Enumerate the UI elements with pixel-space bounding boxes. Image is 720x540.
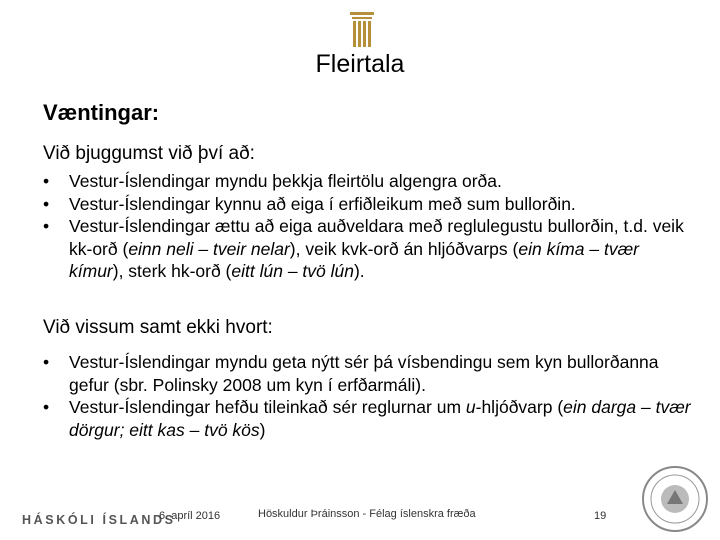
footer-date: 6. apríl 2016 bbox=[159, 510, 221, 522]
example-word: ein kíma – tvær kímur bbox=[69, 238, 639, 281]
bullet-text: Vestur-Íslendingar ættu að eiga auðveldara með reglulegustu bullorðin, t.d. veik kk-orð ( bbox=[69, 216, 684, 259]
example-word: einn neli – tveir nelar bbox=[128, 238, 290, 259]
bullet-text: Vestur-Íslendingar myndu geta nýtt sér þá vísbendingu sem kyn bullorðanna gefur (sbr. Polinsky 2008 um kyn í erfðarmáli). bbox=[69, 352, 659, 395]
bullet-text: Vestur-Íslendingar kynnu að eiga í erfiðleikum með sum bullorðin. bbox=[69, 193, 576, 214]
bullet-text: ), veik kvk-orð án hljóðvarps ( bbox=[289, 238, 519, 259]
bullet-text: ). bbox=[353, 261, 365, 281]
section1-heading: Við bjuggumst við því að: bbox=[43, 143, 255, 164]
example-word: eitt lún – tvö lún bbox=[231, 261, 354, 281]
bullet-glyph: • bbox=[43, 171, 50, 191]
list-item bbox=[43, 396, 693, 441]
list-item bbox=[43, 215, 693, 283]
footer-author: Höskuldur Þráinsson - Félag íslenskra fræða bbox=[258, 508, 476, 520]
bullet-glyph: • bbox=[43, 397, 50, 417]
bullet-text: -hljóðvarp ( bbox=[475, 397, 564, 417]
bullet-text: Vestur-Íslendingar myndu þekkja fleirtölu algengra orða. bbox=[69, 171, 502, 191]
list-item bbox=[43, 351, 693, 396]
bullet-glyph: • bbox=[43, 352, 50, 372]
bullet-glyph: • bbox=[43, 193, 50, 214]
bullet-text: ), sterk hk-orð ( bbox=[112, 261, 232, 281]
section2-heading: Við vissum samt ekki hvort: bbox=[43, 317, 273, 338]
page-number: 19 bbox=[594, 510, 607, 522]
bullet-text: Vestur-Íslendingar hefðu tileinkað sér reglurnar um bbox=[69, 397, 466, 417]
expectations-heading: Væntingar: bbox=[43, 100, 160, 125]
list-item bbox=[43, 193, 693, 216]
bullet-text: ) bbox=[259, 419, 266, 440]
example-word: ein darga – tvær dörgur; eitt kas – tvö kös bbox=[69, 397, 691, 440]
slide-title: Fleirtala bbox=[315, 50, 405, 78]
section2-bullet-list bbox=[43, 351, 693, 441]
section1-bullet-list bbox=[43, 170, 693, 283]
university-seal-icon bbox=[640, 464, 710, 534]
list-item bbox=[43, 170, 693, 193]
example-word: u bbox=[465, 397, 476, 417]
footer-university-name: HÁSKÓLI ÍSLANDS bbox=[22, 513, 176, 527]
bullet-glyph: • bbox=[43, 216, 50, 236]
